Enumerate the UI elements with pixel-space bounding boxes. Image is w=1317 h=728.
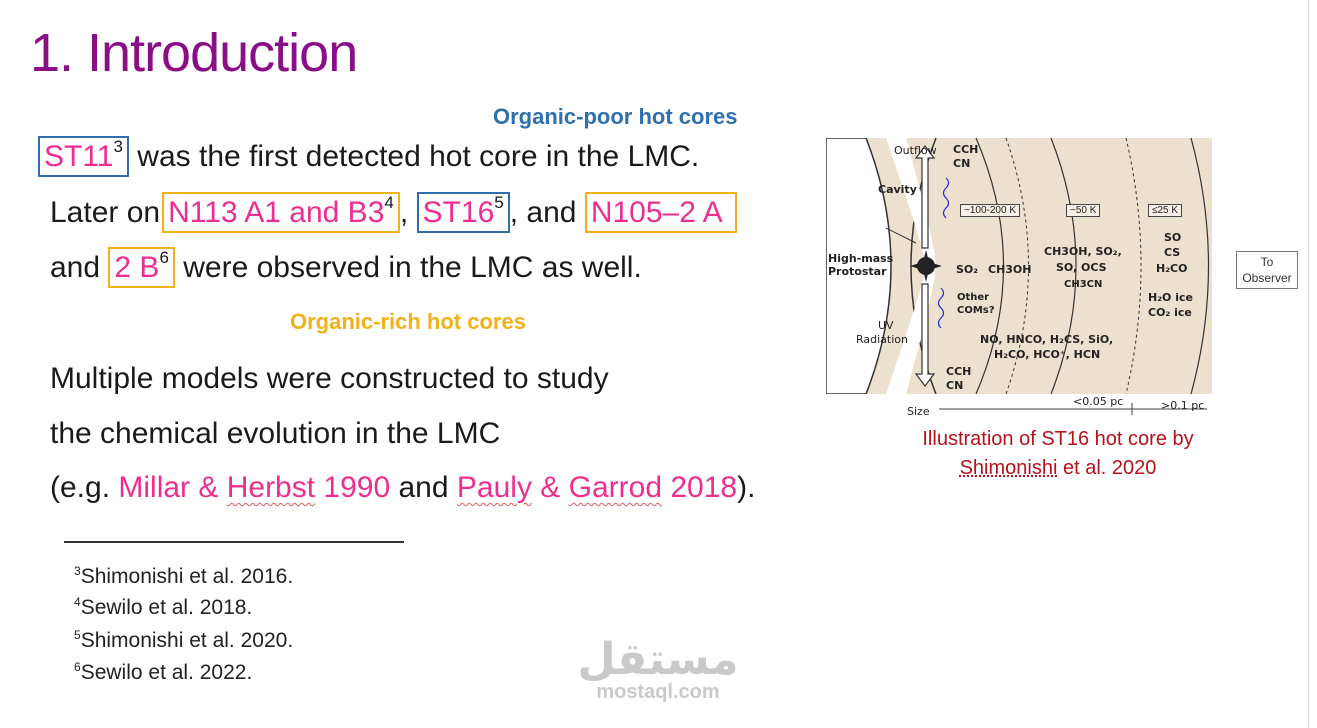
- label-right-4: H₂O ice: [1148, 291, 1193, 304]
- shell-4: [1126, 138, 1141, 394]
- protostar-rays: [910, 250, 942, 282]
- label-cavity: Cavity: [878, 183, 917, 196]
- para2-line2: the chemical evolution in the LMC: [50, 417, 501, 450]
- label-other-2: COMs?: [957, 305, 995, 316]
- ref-pauly-garrod[interactable]: Pauly & Garrod 2018: [456, 471, 738, 504]
- label-cch-bottom: CCH: [946, 365, 972, 378]
- caption-line-1: Illustration of ST16 hot core by: [922, 428, 1194, 450]
- n105-box: N105–2 A: [585, 192, 737, 233]
- label-other-1: Other: [957, 292, 990, 303]
- para2-line1: Multiple models were constructed to study: [50, 362, 609, 395]
- st16-box: $ST16^5$: [417, 192, 510, 233]
- label-scale-1: <0.05 pc: [1073, 395, 1124, 408]
- st11-box: $ST11^3$: [38, 136, 129, 177]
- uv-wave-2: [939, 288, 944, 328]
- footnote-4: $^4$Sewilo et al. 2018.: [74, 595, 253, 619]
- footnote-6: $^6$Sewilo et al. 2022.: [74, 660, 253, 684]
- temp-tag-1: ~100-200 K: [960, 204, 1020, 217]
- para1-line2: Later on N113 A1 and $B3^4$ , $ST16^5$ , and N105–2 A: [50, 196, 737, 230]
- label-protostar-1: High-mass: [828, 252, 894, 265]
- para1-line1: $ST11^3$ was the first detected hot core in the LMC.: [38, 140, 699, 174]
- uv-wave-1: [944, 178, 949, 218]
- organic-poor-label: Organic-poor hot cores: [493, 104, 738, 129]
- label-mid-1: CH3OH, SO₂,: [1044, 245, 1122, 258]
- label-ch3oh: CH3OH: [988, 263, 1032, 276]
- label-cn-top: CN: [953, 157, 971, 170]
- shell-5: [1191, 138, 1209, 394]
- footnote-5: $^5$Shimonishi et al. 2020.: [74, 628, 294, 652]
- footnote-3: $^3$Shimonishi et al. 2016.: [74, 564, 294, 588]
- label-so2: SO₂: [956, 263, 979, 276]
- to-observer-box: [1236, 251, 1298, 289]
- label-protostar-2: Protostar: [828, 265, 887, 278]
- label-outflow: Outflow: [894, 144, 937, 157]
- caption-line-2: Shimonishi et al. 2020: [959, 457, 1157, 479]
- label-mid-2: SO, OCS: [1056, 261, 1107, 274]
- label-size: Size: [907, 405, 930, 418]
- observer-line-2: Observer: [1242, 271, 1292, 285]
- label-right-1: SO: [1164, 231, 1182, 244]
- label-cn-bottom: CN: [946, 379, 964, 392]
- para1-line3: and 2 $B^6$ were observed in the LMC as well.: [50, 251, 642, 285]
- temp-tag-2: ~50 K: [1066, 204, 1100, 217]
- size-scale: [907, 395, 1217, 420]
- slide-title: 1. Introduction: [30, 23, 358, 83]
- label-scale-2: >0.1 pc: [1161, 399, 1205, 412]
- hot-core-illustration: [826, 138, 1212, 394]
- temp-tag-3: ≤25 K: [1148, 204, 1182, 217]
- slide-right-edge: [1308, 0, 1309, 728]
- footnote-rule: [64, 541, 404, 543]
- watermark-arabic: مستقل: [577, 634, 739, 685]
- mostaql-watermark: [577, 634, 739, 703]
- label-cch-top: CCH: [953, 143, 979, 156]
- label-right-5: CO₂ ice: [1148, 306, 1192, 319]
- label-right-2: CS: [1164, 246, 1181, 259]
- label-low-1: NO, HNCO, H₂CS, SiO,: [980, 333, 1114, 346]
- n113-box: N113 A1 and $B3^4$: [162, 192, 400, 233]
- para2-line3: (e.g. Millar & Herbst 1990 and Pauly & Garrod 2018).: [50, 471, 756, 504]
- figure-caption: [878, 425, 1238, 483]
- label-low-2: H₂CO, HCO⁺, HCN: [994, 348, 1101, 361]
- organic-rich-label: Organic-rich hot cores: [290, 309, 526, 334]
- label-uv-1: UV: [878, 319, 894, 332]
- label-uv-2: Radiation: [856, 333, 908, 346]
- watermark-latin: mostaql.com: [596, 681, 720, 703]
- label-mid-3: CH3CN: [1064, 279, 1103, 290]
- ref-millar-herbst[interactable]: Millar & Herbst 1990: [118, 471, 391, 504]
- observer-line-1: To: [1260, 255, 1274, 269]
- b2-box: 2 $B^6$: [108, 247, 175, 288]
- label-right-3: H₂CO: [1156, 262, 1188, 275]
